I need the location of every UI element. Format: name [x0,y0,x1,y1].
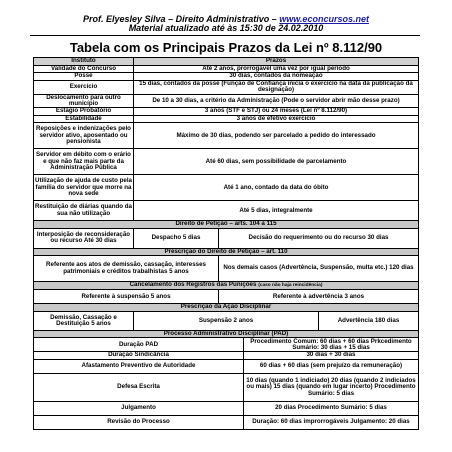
row-label: Validade do Concurso [34,66,134,73]
row-label: Posse [34,73,134,80]
pad-row-label: Julgamento [34,401,244,415]
pad-row-value: 60 dias + 60 dias (sem prejuízo da remuneração) [244,359,419,373]
row-value: Até 1 ano, contado da data do óbito [134,175,419,201]
cancelamento-cell: Referente à suspensão 5 anos [34,290,219,304]
cancelamento-label: Cancelamento dos Registros das Punições [129,281,257,289]
row-label: Exercício [34,80,134,94]
col-header-instituto: Instituto [34,58,134,66]
header-divider [30,35,420,36]
pad-row-value: Procedimento Comum: 60 dias + 60 dias Prkcedimento Sumário: 30 dias + 15 dias [244,338,419,352]
pad-row-label: Revisão do Processo [34,415,244,429]
row-label: Estabilidade [34,115,134,122]
header-author: Prof. Elyesley Silva – Direito Administrativo – [83,14,280,24]
row-value: 15 dias, contados da posse (Função de Confiança inicia o exercício na data da publicação da designação) [134,80,419,94]
prazos-table [33,57,418,332]
peticao-cell: Despacho 5 dias [134,228,219,248]
peticao-title: Direito de Petição – arts. 104 a 115 [34,221,419,228]
pad-row-label: Defesa Escrita [34,373,244,401]
prescricao-cell: Referente aos atos de demissão, cassação, interesses patrimoniais e créditos trabalhistas 5 anos [34,256,219,282]
pad-row-value: 10 dias (quando 1 indiciado) 20 dias (quando 2 indiciados ou mais) 15 dias (quando em lugar incerto) Procedimento Sumário: 5 dias [244,373,419,401]
header-line-2: Material atualizado até às 15:30 de 24.02.2010 [128,23,324,33]
row-label: Utilização de ajuda de custo pela família do servidor que morre na nova sede [34,175,134,201]
prescricao-cell: Nos demais casos (Advertência, Suspensão, multa etc.) 120 dias [219,256,419,282]
row-value: Até 5 dias, integralmente [134,201,419,221]
peticao-cell: Decisão do requerimento ou do recurso 30 dias [219,228,419,248]
pad-row-label: Duração Sindicância [34,352,244,359]
row-label: Reposições e indenizações pelo servidor ativo, aposentado ou pensionista [34,123,134,149]
page-header [0,15,452,33]
row-label: Estágio Probatório [34,108,134,115]
acao-cell: Advertência 180 dias [319,311,419,331]
col-header-prazos: Prazos [134,58,419,66]
pad-title: Processo Administrativo Disciplinar (PAD) [34,331,419,338]
row-value: Máximo de 30 dias, podendo ser parcelado a pedido do interessado [134,123,419,149]
row-value: 3 anos de efetivo exercício [134,115,419,122]
row-value: De 10 a 30 dias, a critério da Administração (Pode o servidor abrir mão desse prazo) [134,94,419,108]
pad-row-label: Afastamento Preventivo de Autoridade [34,359,244,373]
row-label: Deslocamento para outro município [34,94,134,108]
acao-title: Prescrição da Ação Disciplinar [34,304,419,311]
row-value: 3 anos (STF e STJ) ou 24 meses (Lei nº 8.112/90) [134,108,419,115]
site-link[interactable]: www.econcursos.net [279,14,369,24]
acao-cell: Demissão, Cassação e Destituição 5 anos [34,311,134,331]
row-label: Servidor em débito com o erário e que não faz mais parte da Administração Pública [34,149,134,175]
pad-row-label: Duração PAD [34,338,244,352]
pad-row-value: 20 dias Procedimento Sumário: 5 dias [244,401,419,415]
prescricao-title: Prescrição do Direito de Petição – art. 110 [34,248,419,255]
cancelamento-note: (caso não haja reincidência) [258,283,323,289]
cancelamento-cell: Referente à advertência 3 anos [219,290,419,304]
row-label: Restituição de diárias quando da sua não utilização [34,201,134,221]
row-value: Até 60 dias, sem possibilidade de parcelamento [134,149,419,175]
pad-table [33,330,418,430]
peticao-cell: Interposição de reconsideração ou recurso Até 30 dias [34,228,134,248]
page-title: Tabela com os Principais Prazos da Lei nº 8.112/90 [69,40,383,55]
cancelamento-title [34,282,419,290]
acao-cell: Suspensão 2 anos [134,311,319,331]
row-value: Até 2 anos, prorrogável uma vez por igual período [134,66,419,73]
pad-row-value: 30 dias + 30 dias [244,352,419,359]
pad-row-value: Duração: 60 dias improrrogáveis Julgamento: 20 dias [244,415,419,429]
row-value: 30 dias, contados da nomeação [134,73,419,80]
